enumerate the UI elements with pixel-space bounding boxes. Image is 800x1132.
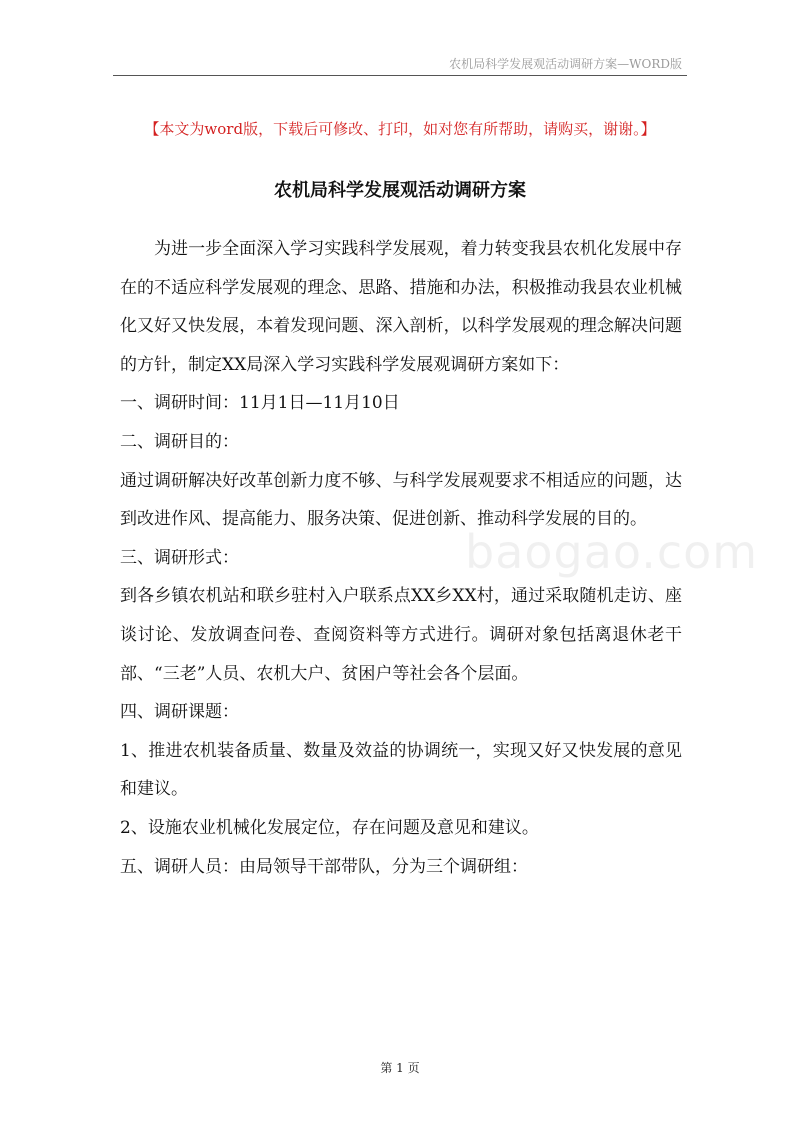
watermark: baogao.com [465,525,759,579]
section-heading-purpose: 二、调研目的： [120,431,239,452]
header-divider [113,75,687,76]
section-heading-personnel: 五、调研人员：由局领导干部带队，分为三个调研组： [120,856,528,877]
purpose-paragraph: 通过调研解决好改革创新力度不够、与科学发展观要求不相适应的问题，达到改进作风、提高能力、服务决策、促进创新、推动科学发展的目的。 [120,470,682,530]
purchase-notice: 【本文为word版，下载后可修改、打印，如对您有所帮助，请购买，谢谢。】 [144,120,656,138]
section-heading-topics: 四、调研课题： [120,702,239,723]
intro-paragraph: 为进一步全面深入学习实践科学发展观，着力转变我县农机化发展中存在的不适应科学发展观的理念、思路、措施和办法，积极推动我县农业机械化又好又快发展，本着发现问题、深入剖析，以科学发展观的理念解决问题的方针，制定XX局深入学习实践科学发展观调研方案如下： [120,239,682,375]
page-number: 第 1 页 [380,1061,420,1075]
section-heading-form: 三、调研形式： [120,547,239,568]
section-heading-time: 一、调研时间：11月1日—11月10日 [120,393,400,414]
topic-item-2: 2、设施农业机械化发展定位，存在问题及意见和建议。 [120,817,539,838]
document-body [120,230,682,886]
document-title: 农机局科学发展观活动调研方案 [274,180,526,201]
form-paragraph: 到各乡镇农机站和联乡驻村入户联系点XX乡XX村，通过采取随机走访、座谈讨论、发放调查问卷、查阅资料等方式进行。调研对象包括离退休老干部、“三老”人员、农机大户、贫困户等社会各个层面。 [120,586,682,684]
topic-item-1: 1、推进农机装备质量、数量及效益的协调统一，实现又好又快发展的意见和建议。 [120,740,682,800]
header-title: 农机局科学发展观活动调研方案—WORD版 [449,57,682,71]
